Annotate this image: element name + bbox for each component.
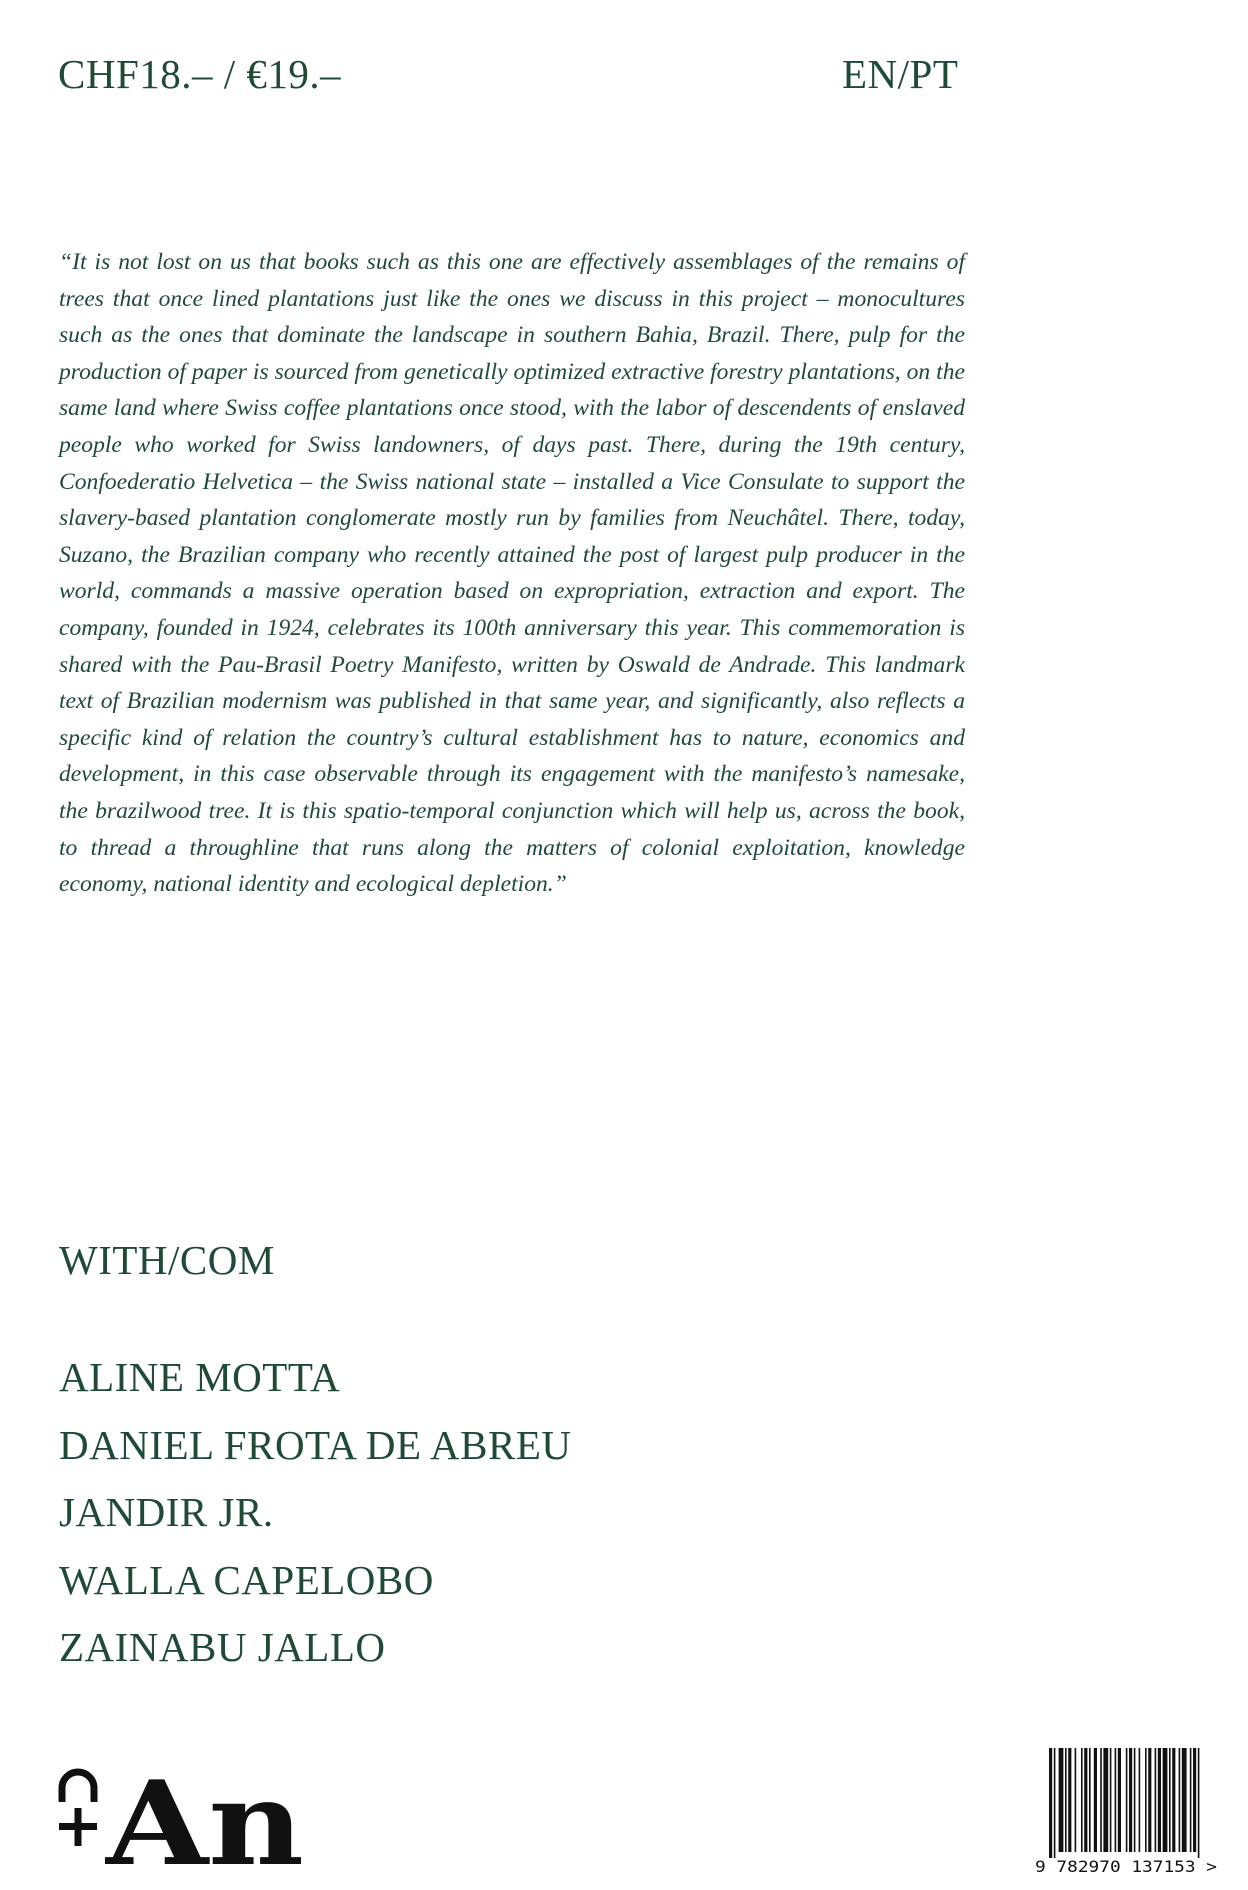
barcode-bar [1139,1748,1141,1852]
contributor-name: ZAINABU JALLO [59,1624,386,1670]
barcode-bar [1065,1748,1067,1852]
barcode-bar [1049,1748,1052,1858]
barcode-bar [1148,1748,1151,1852]
publisher-logo-icon [58,1760,308,1870]
barcode-bar [1190,1748,1192,1852]
price-label: CHF18.– / €19.– [58,51,342,97]
barcode-bar [1169,1748,1171,1852]
publisher-logo-text: An [104,1760,304,1870]
barcode-bar [1084,1748,1087,1852]
barcode-digits: 9 782970 137153 > [1035,1857,1217,1876]
barcode-bar [1155,1748,1157,1852]
contributor-list [59,1352,572,1690]
contributor-name: ALINE MOTTA [59,1354,341,1400]
language-label: EN/PT [842,51,959,97]
barcode-bar [1134,1748,1136,1852]
barcode-bar [1129,1748,1132,1852]
contributor-name: DANIEL FROTA DE ABREU [59,1421,572,1468]
barcode-bar [1118,1748,1121,1852]
barcode-bar [1103,1748,1108,1852]
barcode-bar [1068,1748,1071,1852]
back-cover-quote: “It is not lost on us that books such as this one are effectively assemblages of the remains of trees that once lined plantations just like the ones we discuss in this project – monocultures such as the ones that dominate the landscape in southern Bahia, Brazil. There, pulp for the production of paper is sourced from genetically optimized extractive forestry plantations, on the same land where Swiss coffee plantations once stood, with the labor of descendents of enslaved people who worked for Swiss landowners, of days past. There, during the 19th century, Confoederatio Helvetica – the Swiss national state – installed a Vice Consulate to support the slavery-based plantation conglomerate mostly run by families from Neuchâtel. There, today, Suzano, the Brazilian company who recently attained the post of largest pulp producer in the world, commands a massive operation based on expropriation, extraction and export. The company, founded in 1924, celebrates its 100th anniversary this year. This commemoration is shared with the Pau-Brasil Poetry Manifesto, written by Oswald de Andrade. This landmark text of Brazilian modernism was published in that same year, and significantly, also reflects a specific kind of relation the country’s cultural establishment has to nature, economics and development, in this case observable through its engagement with the manifesto’s namesake, the brazilwood tree. It is this spatio-temporal conjunction which will help us, across the book, to thread a throughline that runs along the matters of colonial exploitation, knowledge economy, national identity and ecological depletion.” [59,249,965,898]
barcode-bar [1054,1748,1056,1858]
barcode-bar [1179,1748,1181,1852]
barcode-bar [1100,1748,1102,1852]
barcode-bar [1163,1748,1168,1852]
barcode-bar [1172,1748,1175,1852]
contributor-name: JANDIR JR. [59,1489,274,1535]
barcode-bar [1145,1748,1147,1852]
barcode-bar [1126,1748,1128,1852]
barcode-bar [1094,1748,1097,1852]
barcode-bar [1158,1748,1161,1852]
with-label: WITH/COM [59,1237,275,1283]
barcode-bar [1193,1748,1196,1852]
isbn-barcode-icon [1035,1748,1220,1876]
barcode-bar [1182,1748,1187,1852]
barcode-bar [1110,1748,1112,1852]
barcode-bar [1198,1748,1200,1858]
barcode-bar [1075,1748,1077,1852]
barcode-bar [1059,1748,1064,1852]
barcode-bar [1115,1748,1117,1852]
barcode-bar [1089,1748,1091,1852]
barcode-bar [1081,1748,1083,1852]
contributor-name: WALLA CAPELOBO [59,1556,434,1603]
